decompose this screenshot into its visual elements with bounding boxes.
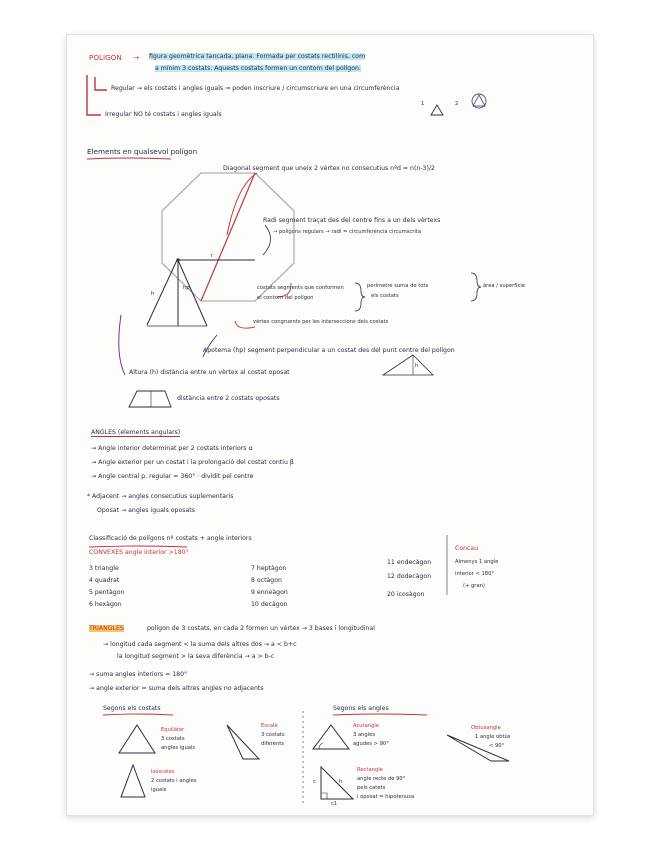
acute-triangle-arc: [319, 743, 323, 749]
element-costat-1: costats segments que conformen: [257, 285, 344, 291]
concau-desc-3: (+ gran): [463, 583, 485, 589]
equilater-label: Equilàter: [161, 727, 185, 733]
angle-interior: → Angle interior determinat per 2 costats interiors α: [91, 445, 253, 452]
segons-angles-title: Segons els angles: [333, 705, 389, 712]
right-triangle-label-h: h: [339, 779, 343, 785]
notebook-page: [66, 34, 594, 816]
classificacio-underline: [89, 546, 187, 547]
triangles-definition: polígon de 3 costats, en cada 2 formen un vèrtex → 3 bases i longitudinal: [147, 625, 375, 632]
diagram-label-r: r: [211, 253, 214, 259]
polygon-name: 10 decàgon: [251, 601, 288, 608]
polygon-name: 12 dodecàgon: [387, 573, 432, 580]
mini-triangle-icon: [431, 105, 443, 115]
right-angle-mark: [321, 793, 327, 799]
acute-triangle-icon: [313, 725, 349, 749]
acutangle-desc: agudes > 90°: [353, 741, 389, 747]
triangles-exterior: → angle exterior = suma dels altres angles no adjacents: [89, 685, 264, 692]
element-costat-2: el contorn del polígon: [257, 295, 314, 301]
altura-triangle-icon: [383, 355, 433, 375]
polygon-name: 4 quadrat: [89, 577, 120, 584]
polygon-name: 7 heptàgon: [251, 565, 287, 572]
center-point: [176, 258, 179, 261]
element-distancia: distància entre 2 costats oposats: [177, 395, 280, 402]
element-perimetre-2: els costats: [371, 293, 399, 299]
escale-desc: diferents: [261, 741, 284, 747]
elements-underline: [87, 158, 171, 159]
isosceles-triangle-icon: [121, 765, 145, 797]
regular-arrow: [95, 77, 107, 90]
element-apotema: Apotema (hp) segment perpendicular a un costat des del punt centre del polígon: [203, 347, 455, 354]
polygon-name: 20 icosàgon: [387, 591, 425, 598]
polygon-name: 11 endecàgon: [387, 559, 432, 566]
poligon-irregular: Irregular NO té costats i angles iguals: [105, 111, 222, 118]
obtusangle-label: Obtusangle: [471, 725, 501, 731]
segons-costats-title: Segons els costats: [103, 705, 161, 712]
triangles-title: TRIANGLES: [89, 625, 124, 632]
poligon-arrow: →: [133, 53, 140, 62]
element-radi-1: Radi segment traçat des del centre fins a un dels vèrtexs: [263, 217, 441, 224]
element-altura: Altura (h) distància entre un vèrtex al costat oposat: [129, 369, 290, 376]
scalene-triangle-icon: [227, 725, 259, 759]
equilater-desc: angles iguals: [161, 745, 196, 751]
angle-adjacent: * Adjacent → angles consecutius suplementaris: [87, 493, 234, 500]
obtusangle-desc: < 90°: [489, 743, 505, 749]
isosceles-desc: iguals: [151, 787, 167, 793]
polygon-name: 3 triangle: [89, 565, 119, 572]
vertex-pointer: [235, 321, 255, 328]
obtusangle-desc: 1 angle obtús: [475, 734, 511, 740]
convexes-label: CONVEXES angle interior >180°: [89, 549, 189, 556]
equilater-desc: 3 costats: [161, 736, 185, 742]
right-triangle-label-c1: c1: [331, 801, 338, 807]
element-diagonal: Diagonal segment que uneix 2 vèrtex no consecutius nºd = n(n-3)/2: [223, 165, 435, 172]
mini-label-1: 1: [421, 101, 425, 107]
poligon-regular: Regular → els costats i angles iguals ⇒ poden inscriure / circumscriure en una circumferència: [111, 85, 400, 92]
triangles-sum: → suma angles interiors = 180°: [89, 671, 188, 678]
mini-label-2: 2: [455, 101, 459, 107]
classificacio-title: Classificació de polígons nº costats + angle interiors: [89, 535, 252, 542]
area-brace: [471, 273, 481, 301]
radi-pointer: [263, 225, 271, 255]
element-radi-2: → polígons regulars → radi = circumferència circumscrita: [273, 229, 422, 235]
poligon-label: POLIGON: [89, 53, 122, 62]
altura-triangle-label: h: [415, 363, 419, 369]
poligon-definition-line2: a mínim 3 costats. Aquests costats formen un contorn del polígon.: [155, 65, 361, 72]
mini-inscribed-triangle-icon: [473, 95, 485, 106]
irregular-arrow: [87, 75, 101, 115]
escale-desc: 3 costats: [261, 732, 285, 738]
acutangle-desc: 3 angles: [353, 732, 376, 738]
trapezoid-icon: [129, 391, 171, 407]
diagonal-line: [201, 173, 255, 301]
diagram-label-h: h: [151, 291, 155, 297]
diagram-label-hp: hp: [183, 285, 190, 291]
polygon-name: 8 octàgon: [251, 577, 282, 584]
polygon-name: 5 pentàgon: [89, 589, 125, 596]
escale-label: Escalè: [261, 723, 278, 729]
concau-label: Concau: [455, 545, 479, 552]
triangles-rule-2: la longitud segment > la seva diferència → a > b-c: [117, 653, 275, 660]
perimeter-brace: [355, 283, 365, 311]
altura-pointer: [119, 315, 125, 375]
polygon-name: 9 enneàgon: [251, 589, 288, 596]
element-vertex: vèrtex congruents per les interseccions dels costats: [253, 319, 389, 325]
concau-desc-1: Almenys 1 angle: [455, 559, 499, 565]
costats-underline: [103, 714, 173, 715]
right-triangle-icon: [321, 767, 353, 799]
radius-line-2: [178, 260, 207, 326]
angle-oposat: Oposat → angles iguals oposats: [97, 507, 195, 514]
element-perimetre-1: perímetre suma de tots: [367, 283, 429, 289]
acutangle-label: Acutangle: [353, 723, 380, 729]
concau-desc-2: interior < 180°: [455, 571, 494, 577]
triangles-rule-1: → longitud cada segment < la suma dels altres dos → a < b+c: [103, 641, 297, 648]
angles-underline: [333, 714, 427, 715]
rectangle-label: Rectangle: [357, 767, 383, 773]
element-area: àrea / superfície: [483, 283, 525, 289]
rectangle-desc: angle recte de 90°: [357, 776, 406, 782]
rectangle-desc: pels catets: [357, 785, 386, 791]
polygon-name: 6 hexàgon: [89, 601, 122, 608]
right-triangle-label-c: c: [313, 779, 316, 785]
angles-title: ANGLES (elements angulars): [91, 429, 181, 436]
angle-central: → Angle central p. regular = 360° · dividit pel centre: [91, 473, 254, 480]
equilateral-triangle-icon: [119, 725, 155, 753]
poligon-definition-line1: figura geomètrica tancada, plana. Formada per costats rectilinis, com: [149, 53, 366, 60]
elements-title: Elements en qualsevol polígon: [87, 147, 198, 156]
rectangle-desc: i oposat = hipotenusa: [357, 794, 415, 800]
angle-exterior: → Angle exterior per un costat i la prolongació del costat contiu β: [91, 459, 294, 466]
isosceles-desc: 2 costats i angles: [151, 778, 197, 784]
isosceles-label: Isòsceles: [151, 769, 175, 775]
